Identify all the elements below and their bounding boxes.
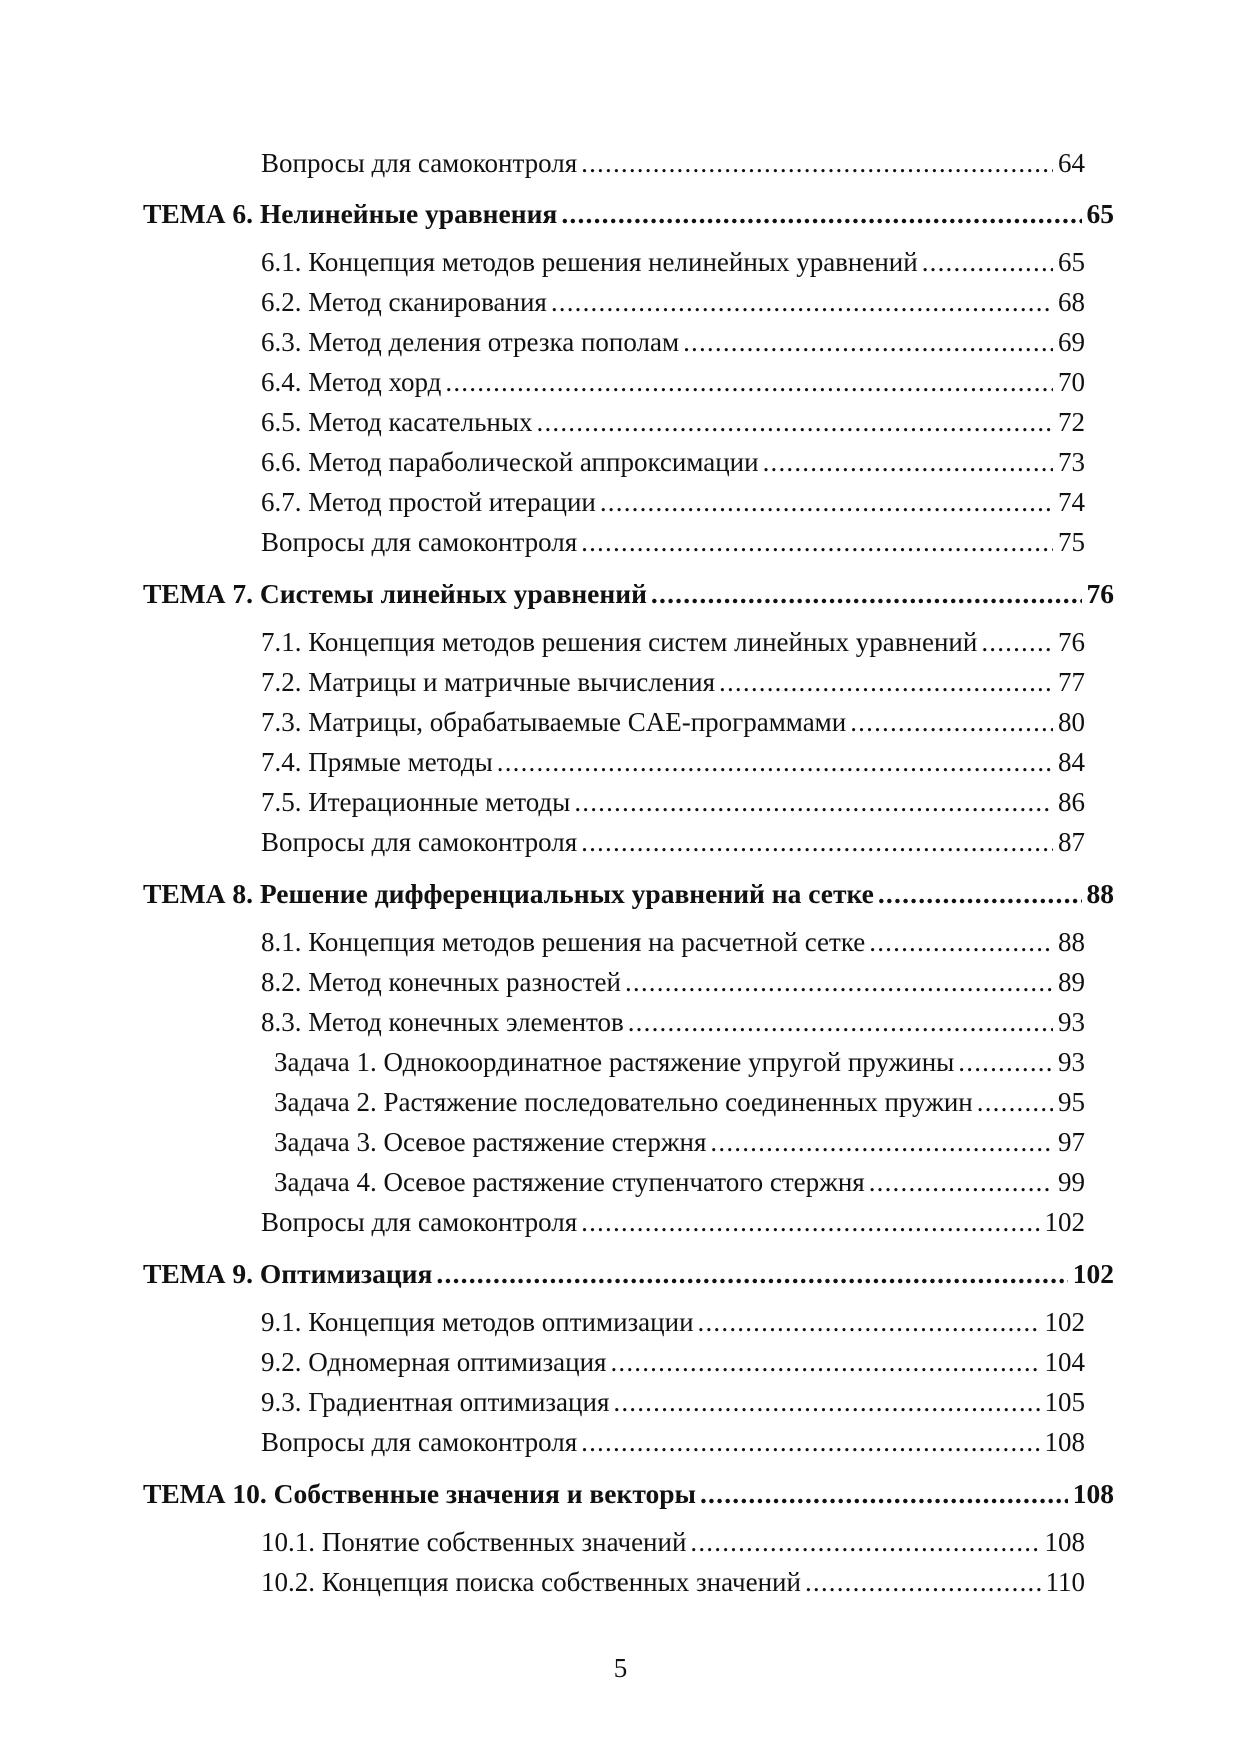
toc-entry-title: 8.3. Метод конечных элементов [261, 1007, 624, 1037]
toc-entry-title: 6.7. Метод простой итерации [261, 487, 596, 517]
toc-entry-page: 102 [1044, 1307, 1085, 1337]
dot-leader [869, 1162, 1053, 1202]
toc-entry-page: 102 [1044, 1207, 1085, 1237]
toc-topic-page: 102 [1072, 1258, 1114, 1289]
toc-topic[interactable] [143, 1254, 1114, 1294]
dot-leader [551, 282, 1053, 322]
toc-entry-title: 10.1. Понятие собственных значений [261, 1527, 687, 1557]
toc-entry[interactable] [261, 782, 1085, 822]
toc-entry[interactable] [261, 1382, 1085, 1422]
dot-leader [628, 1002, 1053, 1042]
toc-entry[interactable] [261, 1562, 1085, 1602]
toc-entry-title: 6.3. Метод деления отрезка пополам [261, 327, 680, 357]
toc-entry-title: 7.2. Матрицы и матричные вычисления [261, 667, 716, 697]
dot-leader [651, 574, 1082, 614]
toc-task-title: Задача 1. Однокоординатное растяжение упругой пружины [274, 1047, 955, 1077]
toc-entry[interactable] [261, 1342, 1085, 1382]
toc-entry-title: 9.3. Градиентная оптимизация [261, 1387, 610, 1417]
dot-leader [574, 782, 1053, 822]
toc-task[interactable] [274, 1122, 1085, 1162]
dot-leader [700, 1474, 1068, 1514]
dot-leader [805, 1562, 1041, 1602]
toc-entry-page: 89 [1058, 967, 1085, 997]
toc-entry-page: 68 [1058, 287, 1085, 317]
dot-leader [561, 194, 1081, 234]
toc-entry[interactable] [261, 1522, 1085, 1562]
dot-leader [537, 402, 1054, 442]
toc-entry-title: 8.2. Метод конечных разностей [261, 967, 621, 997]
toc-topic-page: 88 [1086, 878, 1114, 909]
toc-entry[interactable] [261, 1422, 1085, 1462]
toc-topic[interactable] [143, 574, 1114, 614]
toc-entry-page: 108 [1044, 1527, 1085, 1557]
toc-topic-page: 76 [1086, 578, 1114, 609]
toc-entry-page: 64 [1058, 148, 1085, 178]
toc-topic[interactable] [143, 194, 1114, 234]
toc-task-page: 99 [1058, 1167, 1085, 1197]
toc-entry-page: 70 [1058, 367, 1085, 397]
toc-entry[interactable] [261, 482, 1085, 522]
toc-entry-page: 86 [1058, 787, 1085, 817]
toc-entry-title: 6.4. Метод хорд [261, 367, 442, 397]
toc-entry-title: 6.2. Метод сканирования [261, 287, 547, 317]
toc-entry-title: 7.4. Прямые методы [261, 747, 493, 777]
dot-leader [690, 1522, 1039, 1562]
dot-leader [958, 1042, 1053, 1082]
toc-entry-page: 84 [1058, 747, 1085, 777]
toc-task[interactable] [274, 1162, 1085, 1202]
toc-task-title: Задача 4. Осевое растяжение ступенчатого стержня [274, 1167, 865, 1197]
toc-entry-page: 69 [1058, 327, 1085, 357]
dot-leader [719, 662, 1053, 702]
toc-entry-page: 104 [1044, 1347, 1085, 1377]
dot-leader [977, 1082, 1053, 1122]
toc-entry-page: 65 [1058, 247, 1085, 277]
toc-entry-title: Вопросы для самоконтроля [261, 1427, 578, 1457]
toc-entry-title: 7.3. Матрицы, обрабатываемые CAE-программами [261, 707, 847, 737]
toc-entry-title: 7.1. Концепция методов решения систем линейных уравнений [261, 627, 978, 657]
toc-entry-page: 76 [1058, 627, 1085, 657]
toc-entry[interactable] [261, 622, 1085, 662]
dot-leader [698, 1302, 1040, 1342]
toc-entry-title: 8.1. Концепция методов решения на расчетной сетке [261, 927, 866, 957]
dot-leader [436, 1254, 1067, 1294]
dot-leader [878, 874, 1082, 914]
toc-topic-title: ТЕМА 8. Решение дифференциальных уравнений на сетке [143, 878, 874, 909]
dot-leader [581, 1422, 1039, 1462]
toc-entry[interactable] [261, 362, 1085, 402]
toc-entry-page: 75 [1058, 527, 1085, 557]
toc-topic-title: ТЕМА 9. Оптимизация [143, 1258, 433, 1289]
toc-entry-title: 7.5. Итерационные методы [261, 787, 571, 817]
toc-topic[interactable] [143, 874, 1114, 914]
toc-topic-title: ТЕМА 10. Собственные значения и векторы [143, 1478, 696, 1509]
toc-topic[interactable] [143, 1474, 1114, 1514]
dot-leader [981, 622, 1053, 662]
dot-leader [497, 742, 1053, 782]
toc-task[interactable] [274, 1082, 1085, 1122]
toc-entry-title: 6.5. Метод касательных [261, 407, 533, 437]
toc-entry[interactable] [261, 442, 1085, 482]
toc-entry[interactable] [261, 1302, 1085, 1342]
dot-leader [850, 702, 1053, 742]
toc-task-page: 97 [1058, 1127, 1085, 1157]
toc-entry-page: 105 [1044, 1387, 1085, 1417]
dot-leader [763, 442, 1053, 482]
toc-entry[interactable] [261, 702, 1085, 742]
toc-entry[interactable] [261, 402, 1085, 442]
dot-leader [581, 143, 1053, 183]
toc-entry[interactable] [261, 242, 1085, 282]
toc-task-title: Задача 3. Осевое растяжение стержня [274, 1127, 707, 1157]
toc-entry[interactable] [261, 822, 1085, 862]
dot-leader [610, 1342, 1039, 1382]
toc-entry-title: Вопросы для самоконтроля [261, 827, 578, 857]
toc-entry-title: 6.1. Концепция методов решения нелинейных уравнений [261, 247, 918, 277]
dot-leader [869, 922, 1053, 962]
toc-entry-page: 77 [1058, 667, 1085, 697]
toc-entry-page: 73 [1058, 447, 1085, 477]
dot-leader [683, 322, 1053, 362]
dot-leader [625, 962, 1053, 1002]
toc-entry[interactable] [261, 1002, 1085, 1042]
toc-entry-page: 87 [1058, 827, 1085, 857]
toc-topic-page: 108 [1072, 1478, 1114, 1509]
toc-entry-page: 74 [1058, 487, 1085, 517]
toc-task[interactable] [274, 1042, 1085, 1082]
toc-topic-page: 65 [1086, 198, 1114, 229]
dot-leader [581, 822, 1053, 862]
dot-leader [600, 482, 1053, 522]
toc-entry[interactable] [261, 1202, 1085, 1242]
toc-entry[interactable] [261, 143, 1085, 183]
dot-leader [581, 522, 1053, 562]
toc-entry-title: 9.2. Одномерная оптимизация [261, 1347, 607, 1377]
toc-entry-page: 88 [1058, 927, 1085, 957]
dot-leader [922, 242, 1053, 282]
toc-entry[interactable] [261, 322, 1085, 362]
dot-leader [445, 362, 1053, 402]
toc-entry-title: Вопросы для самоконтроля [261, 527, 578, 557]
toc-entry[interactable] [261, 962, 1085, 1002]
toc-task-title: Задача 2. Растяжение последовательно соединенных пружин [274, 1087, 973, 1117]
toc-entry-title: 6.6. Метод параболической аппроксимации [261, 447, 759, 477]
toc-entry-page: 93 [1058, 1007, 1085, 1037]
toc-entry-title: Вопросы для самоконтроля [261, 1207, 578, 1237]
toc-entry-page: 72 [1058, 407, 1085, 437]
toc-entry-title: 10.2. Концепция поиска собственных значений [261, 1567, 801, 1597]
toc-task-page: 93 [1058, 1047, 1085, 1077]
toc-entry-page: 108 [1044, 1427, 1085, 1457]
page-number: 5 [613, 1653, 628, 1683]
toc-task-page: 95 [1058, 1087, 1085, 1117]
toc-entry-title: Вопросы для самоконтроля [261, 148, 578, 178]
dot-leader [613, 1382, 1039, 1422]
toc-entry-page: 110 [1045, 1567, 1085, 1597]
dot-leader [581, 1202, 1039, 1242]
toc-entry[interactable] [261, 922, 1085, 962]
toc-topic-title: ТЕМА 6. Нелинейные уравнения [143, 198, 558, 229]
toc-entry[interactable] [261, 742, 1085, 782]
toc-entry-title: 9.1. Концепция методов оптимизации [261, 1307, 694, 1337]
toc-entry[interactable] [261, 522, 1085, 562]
toc-entry-page: 80 [1058, 707, 1085, 737]
toc-entry[interactable] [261, 662, 1085, 702]
toc-entry[interactable] [261, 282, 1085, 322]
toc-topic-title: ТЕМА 7. Системы линейных уравнений [143, 578, 647, 609]
dot-leader [710, 1122, 1053, 1162]
